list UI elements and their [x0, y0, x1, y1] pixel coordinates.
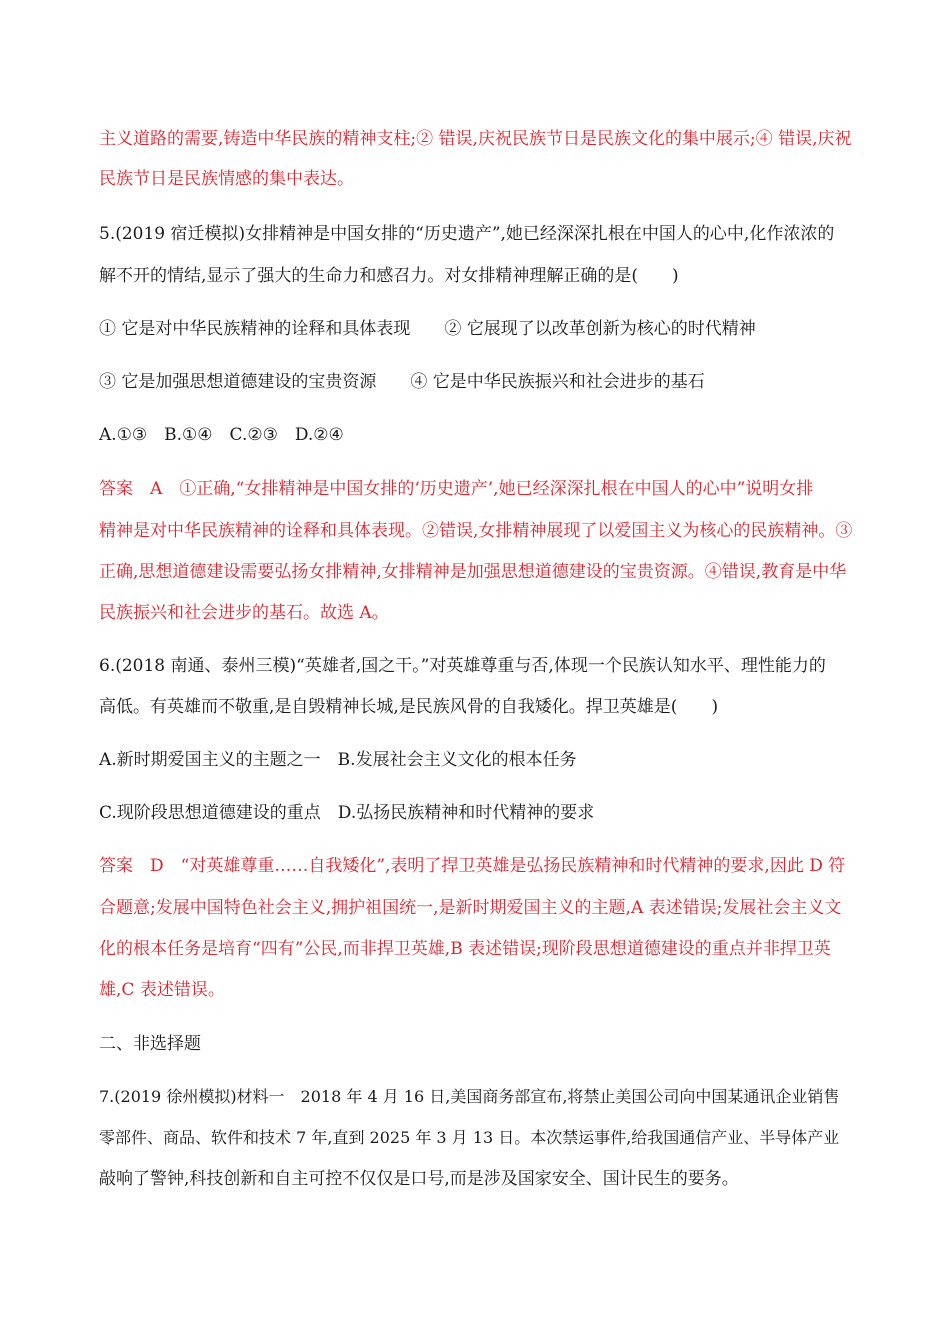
question-5-option-line-2: ③ 它是加强思想道德建设的宝贵资源 ④ 它是中华民族振兴和社会进步的基石: [99, 372, 705, 392]
question-5-choices: A.①③ B.①④ C.②③ D.②④: [99, 425, 344, 445]
question-6-options-cd: C.现阶段思想道德建设的重点 D.弘扬民族精神和时代精神的要求: [99, 803, 595, 823]
answer-5-line-3: 正确,思想道德建设需要弘扬女排精神,女排精神是加强思想道德建设的宝贵资源。④错误,教育是中华: [99, 562, 847, 582]
answer-5-line-2: 精神是对中华民族精神的诠释和具体表现。②错误,女排精神展现了以爱国主义为核心的民族精神。③: [99, 521, 853, 541]
question-5-line-1: 5.(2019 宿迁模拟)女排精神是中国女排的“历史遗产”,她已经深深扎根在中国人的心中,化作浓浓的: [99, 224, 835, 244]
answer-6-line-2: 合题意;发展中国特色社会主义,拥护祖国统一,是新时期爱国主义的主题,A 表述错误;发展社会主义文: [99, 898, 842, 918]
question-5-line-2: 解不开的情结,显示了强大的生命力和感召力。对女排精神理解正确的是( ): [99, 266, 679, 286]
answer-4-line-1: 主义道路的需要,铸造中华民族的精神支柱;② 错误,庆祝民族节日是民族文化的集中展示;④ 错误,庆祝: [99, 129, 852, 149]
answer-6-line-1: 答案 D “对英雄尊重……自我矮化”,表明了捍卫英雄是弘扬民族精神和时代精神的要求,因此 D 符: [99, 856, 846, 876]
answer-4-line-2: 民族节日是民族情感的集中表达。: [99, 169, 354, 189]
answer-6-line-3: 化的根本任务是培育“四有”公民,而非捍卫英雄,B 表述错误;现阶段思想道德建设的重点并非捍卫英: [99, 939, 831, 959]
question-5-option-line-1: ① 它是对中华民族精神的诠释和具体表现 ② 它展现了以改革创新为核心的时代精神: [99, 319, 756, 339]
question-6-line-1: 6.(2018 南通、泰州三模)“英雄者,国之干。”对英雄尊重与否,体现一个民族认知水平、理性能力的: [99, 656, 826, 676]
answer-5-line-1: 答案 A ①正确,“女排精神是中国女排的‘历史遗产’,她已经深深扎根在中国人的心中”说明女排: [99, 479, 814, 499]
question-6-options-ab: A.新时期爱国主义的主题之一 B.发展社会主义文化的根本任务: [99, 750, 577, 770]
question-7-line-3: 敲响了警钟,科技创新和自主可控不仅仅是口号,而是涉及国家安全、国计民生的要务。: [99, 1169, 739, 1189]
answer-5-line-4: 民族振兴和社会进步的基石。故选 A。: [99, 603, 389, 623]
question-6-line-2: 高低。有英雄而不敬重,是自毁精神长城,是民族风骨的自我矮化。捍卫英雄是( ): [99, 697, 719, 717]
question-7-line-2: 零部件、商品、软件和技术 7 年,直到 2025 年 3 月 13 日。本次禁运事件,给我国通信产业、半导体产业: [99, 1128, 840, 1147]
question-7-line-1: 7.(2019 徐州模拟)材料一 2018 年 4 月 16 日,美国商务部宣布,将禁止美国公司向中国某通讯企业销售: [99, 1087, 840, 1106]
section-heading-non-choice: 二、非选择题: [99, 1034, 201, 1054]
answer-6-line-4: 雄,C 表述错误。: [99, 980, 225, 1000]
